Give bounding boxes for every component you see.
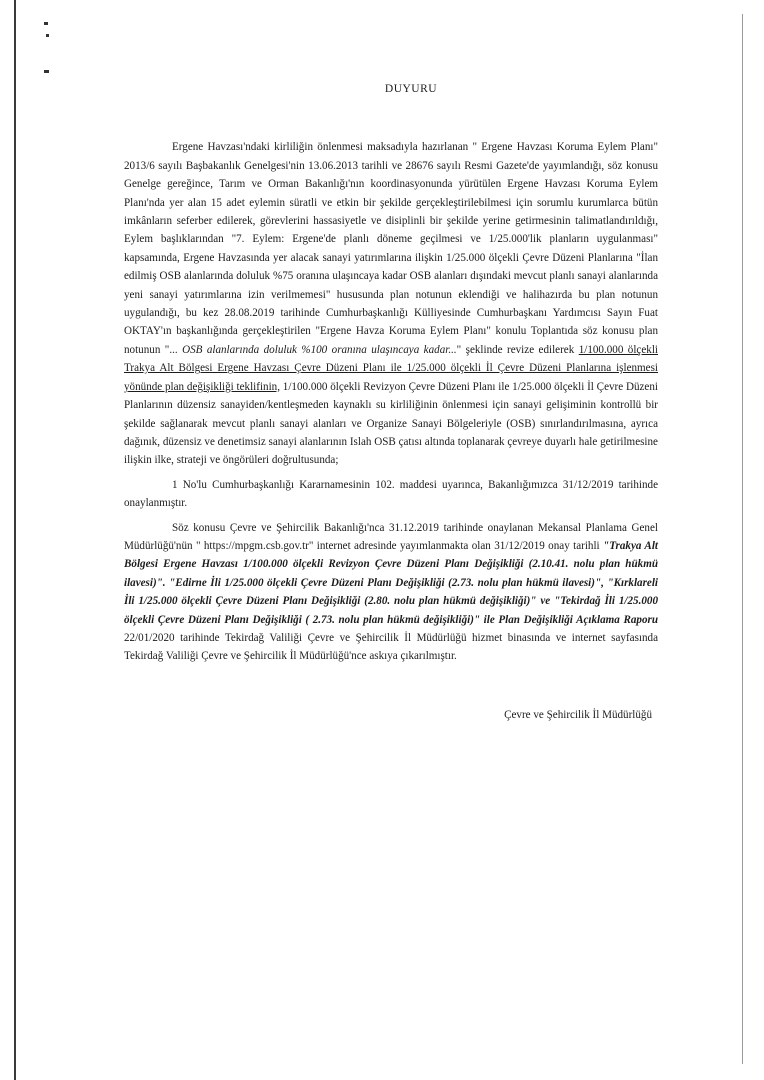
scan-speck	[46, 34, 49, 37]
scan-speck	[44, 22, 48, 25]
paragraph-3-text-b: 22/01/2020 tarihinde Tekirdağ Valiliği Çevre ve Şehircilik İl Müdürlüğü hizmet binasında ve internet sayfasında Tekirdağ Valiliği Çevre ve Şehircilik İl Müdürlüğü'nce askıya çıkarılmıştır.	[124, 631, 658, 663]
paragraph-1-text-b: " şeklinde revize edilerek	[456, 343, 579, 356]
scan-speck	[44, 70, 49, 73]
paragraph-3-bold-italic: "Trakya Alt Bölgesi Ergene Havzası 1/100.000 ölçekli Revizyon Çevre Düzeni Planı Değişikliği (2.10.41. nolu plan hükmü ilavesi)". "Edirne İli 1/25.000 ölçekli Çevre Düzeni Planı Değişikliği (2.73. nolu plan hükmü ilavesi)", "Kırklareli İli 1/25.000 ölçekli Çevre Düzeni Planı Değişikliği (2.80. nolu plan hükmü değişikliği)" ve "Tekirdağ İli 1/25.000 ölçekli Çevre Düzeni Planı Değişikliği ( 2.73. nolu plan hükmü değişikliği)" ile Plan Değişikliği Açıklama Raporu	[124, 539, 658, 626]
paragraph-1-italic: OSB alanlarında doluluk %100 oranına ulaşıncaya kadar...	[182, 343, 457, 356]
scan-edge-right	[742, 14, 743, 1064]
paragraph-1-text-a: Ergene Havzası'ndaki kirliliğin önlenmesi maksadıyla hazırlanan " Ergene Havzası Koruma Eylem Planı" 2013/6 sayılı Başbakanlık Genelgesi'nin 13.06.2013 tarihli ve 28676 sayılı Resmi Gazete'de yayımlandığı, söz konusu Genelge gereğince, Tarım ve Orman Bakanlığı'nın koordinasyonunda yürütülen Ergene Havzası Koruma Eylem Planı'nda yer alan 15 adet eylemin süratli ve etkin bir şekilde gerçekleştirilebilmesi için sorumlu kurumlarca bütün imkânların seferber edilerek, görevlerini hassasiyetle ve disiplinli bir şekilde yerine getirmesinin talimatlandırıldığı, Eylem başlıklarından "7. Eylem: Ergene'de planlı döneme geçilmesi ve 1/25.000'lik planların uygulanması" kapsamında, Ergene Havzasında yer alacak sanayi yatırımlarına ilişkin 1/25.000 ölçekli Çevre Düzeni Planlarına "İlan edilmiş OSB alanlarında doluluk %75 oranına ulaşıncaya kadar OSB alanları dışındaki mevcut planlı sanayi alanlarında yeni sanayi yatırımlarına izin verilmemesi" hususunda plan notunun eklendiği ve halihazırda bu plan notunun uygulandığı, bu kez 28.08.2019 tarihinde Cumhurbaşkanlığı Külliyesinde Cumhurbaşkanı Yardımcısı Sayın Fuat OKTAY'ın başkanlığında gerçekleştirilen "Ergene Havza Koruma Eylem Planı" konulu Toplantıda söz konusu plan notunun "...	[124, 141, 658, 356]
paragraph-3	[124, 519, 658, 666]
scan-edge-left	[14, 0, 16, 1080]
paragraph-2: 1 No'lu Cumhurbaşkanlığı Kararnamesinin 102. maddesi uyarınca, Bakanlığımızca 31/12/2019 tarihinde onaylanmıştır.	[124, 478, 658, 510]
signature: Çevre ve Şehircilik İl Müdürlüğü	[504, 708, 652, 721]
paragraph-1	[124, 138, 658, 469]
page-title: DUYURU	[384, 83, 438, 95]
paragraph-1-text-c: 1/100.000 ölçekli Revizyon Çevre Düzeni Planı ile 1/25.000 ölçekli İl Çevre Düzeni Planlarının düzensiz sanayiden/kentleşmeden kaynaklı su kirliliğinin önlenmesi için sanayi gelişiminin kontrollü bir şekilde sağlanarak mevcut planlı sanayi alanları ve Organize Sanayi Bölgeleriyle (OSB) sınırlandırılmasına, ayrıca dağınık, düzensiz ve denetimsiz sanayi alanlarının Islah OSB çatısı altında toplanarak çevreye duyarlı hale getirilmesine ilişkin ilke, strateji ve öngörüleri doğrultusunda;	[124, 380, 658, 467]
document-page	[124, 80, 658, 724]
paragraph-3-text-a: Söz konusu Çevre ve Şehircilik Bakanlığı'nca 31.12.2019 tarihinde onaylanan Mekansal Planlama Genel Müdürlüğü'nün " https://mpgm.csb.gov.tr" internet adresinde yayımlanmakta olan 31/12/2019 onay tarihli	[124, 521, 658, 552]
paragraph-1-underlined: 1/100.000 ölçekli Trakya Alt Bölgesi Ergene Havzası Çevre Düzeni Planı ile 1/25.000 ölçekli İl Çevre Düzeni Planlarına işlenmesi yönünde plan değişikliği teklifinin,	[124, 343, 658, 393]
